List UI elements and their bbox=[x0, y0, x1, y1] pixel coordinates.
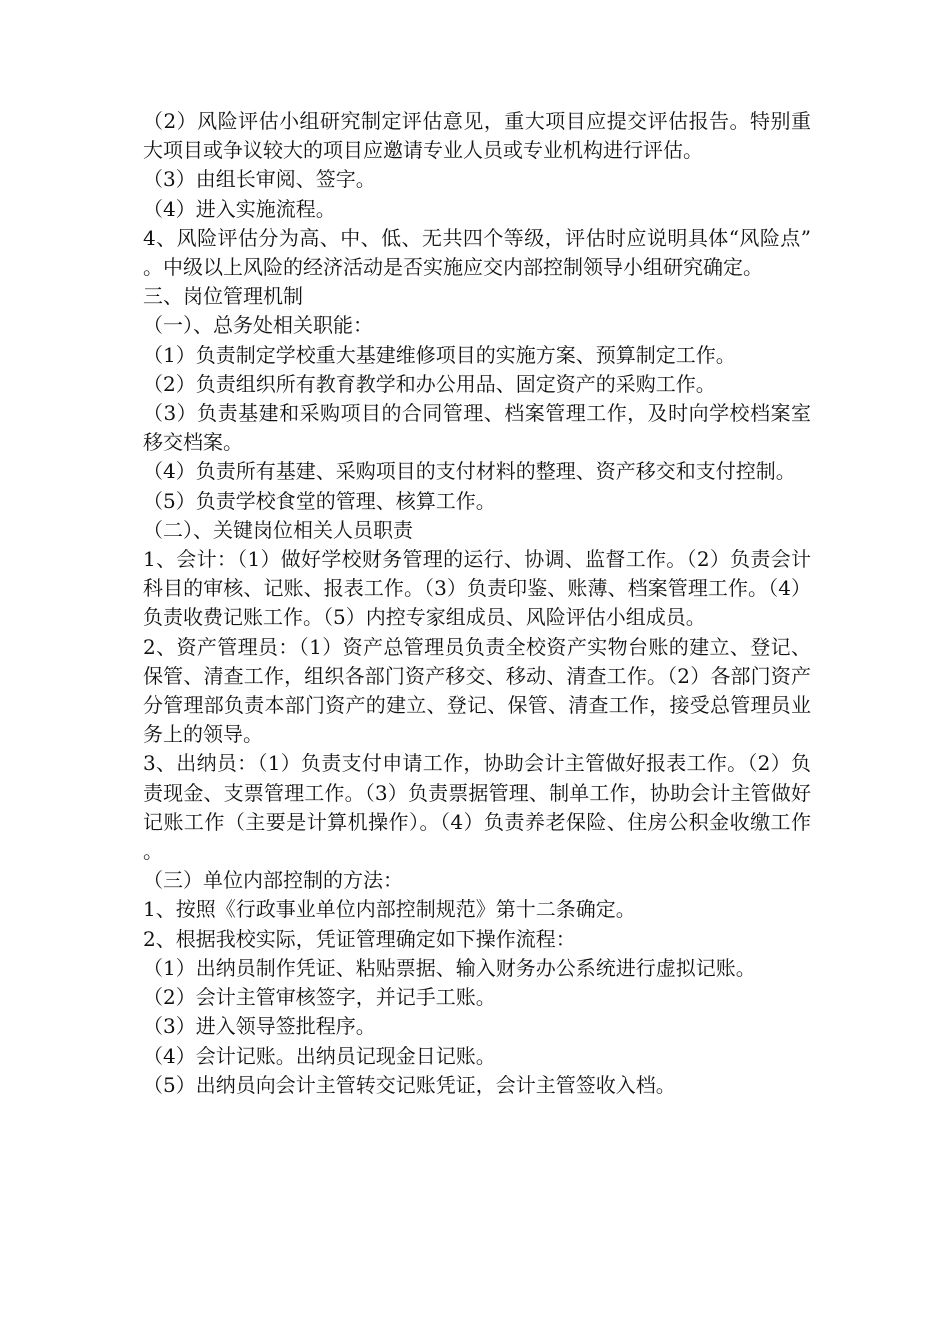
subsection-heading-control-methods: （三）单位内部控制的方法： bbox=[143, 868, 403, 893]
paragraph-duty-5: （5）负责学校食堂的管理、核算工作。 bbox=[143, 488, 496, 513]
subsection-heading-key-posts: （二）、关键岗位相关人员职责 bbox=[143, 517, 413, 542]
paragraph-method-1: 1、按照《行政事业单位内部控制规范》第十二条确定。 bbox=[143, 897, 636, 922]
paragraph-duty-3: （3）负责基建和采购项目的合同管理、档案管理工作，及时向学校档案室移交档案。 bbox=[143, 401, 811, 455]
subsection-heading-general-affairs: （一）、总务处相关职能： bbox=[143, 313, 373, 338]
paragraph-voucher-step-4: （4）会计记账。出纳员记现金日记账。 bbox=[143, 1043, 496, 1068]
paragraph-asset-manager: 2、资产管理员：（1）资产总管理员负责全校资产实物台账的建立、登记、保管、清查工作，组织各部门资产移交、移动、清查工作。（2）各部门资产分管理部负责本部门资产的建立、登记、保管、清查工作，接受总管理员业务上的领导。 bbox=[143, 634, 811, 747]
paragraph-voucher-step-2: （2）会计主管审核签字，并记手工账。 bbox=[143, 985, 496, 1010]
paragraph-voucher-step-1: （1）出纳员制作凭证、粘贴票据、输入财务办公系统进行虚拟记账。 bbox=[143, 955, 756, 980]
section-heading-post-management: 三、岗位管理机制 bbox=[143, 284, 303, 309]
document-body bbox=[143, 107, 811, 1100]
paragraph-duty-2: （2）负责组织所有教育教学和办公用品、固定资产的采购工作。 bbox=[143, 371, 716, 396]
paragraph-risk-levels: 4、风险评估分为高、中、低、无共四个等级，评估时应说明具体“风险点”。中级以上风险的经济活动是否实施应交内部控制领导小组研究确定。 bbox=[143, 225, 811, 280]
paragraph-implementation-flow: （4）进入实施流程。 bbox=[143, 196, 336, 221]
paragraph-risk-assessment-opinion: （2）风险评估小组研究制定评估意见，重大项目应提交评估报告。特别重大项目或争议较大的项目应邀请专业人员或专业机构进行评估。 bbox=[143, 109, 811, 163]
paragraph-method-2: 2、根据我校实际，凭证管理确定如下操作流程： bbox=[143, 926, 576, 951]
paragraph-cashier: 3、出纳员：（1）负责支付申请工作，协助会计主管做好报表工作。（2）负责现金、支票管理工作。（3）负责票据管理、制单工作，协助会计主管做好记账工作（主要是计算机操作）。（4）负责养老保险、住房公积金收缴工作。 bbox=[143, 751, 811, 864]
paragraph-leader-review: （3）由组长审阅、签字。 bbox=[143, 167, 376, 192]
paragraph-duty-4: （4）负责所有基建、采购项目的支付材料的整理、资产移交和支付控制。 bbox=[143, 459, 796, 484]
paragraph-accountant: 1、会计：（1）做好学校财务管理的运行、协调、监督工作。（2）负责会计科目的审核、记账、报表工作。（3）负责印鉴、账薄、档案管理工作。（4）负责收费记账工作。（5）内控专家组成员、风险评估小组成员。 bbox=[143, 547, 811, 630]
paragraph-duty-1: （1）负责制定学校重大基建维修项目的实施方案、预算制定工作。 bbox=[143, 342, 736, 367]
paragraph-voucher-step-3: （3）进入领导签批程序。 bbox=[143, 1014, 376, 1039]
paragraph-voucher-step-5: （5）出纳员向会计主管转交记账凭证，会计主管签收入档。 bbox=[143, 1072, 676, 1097]
